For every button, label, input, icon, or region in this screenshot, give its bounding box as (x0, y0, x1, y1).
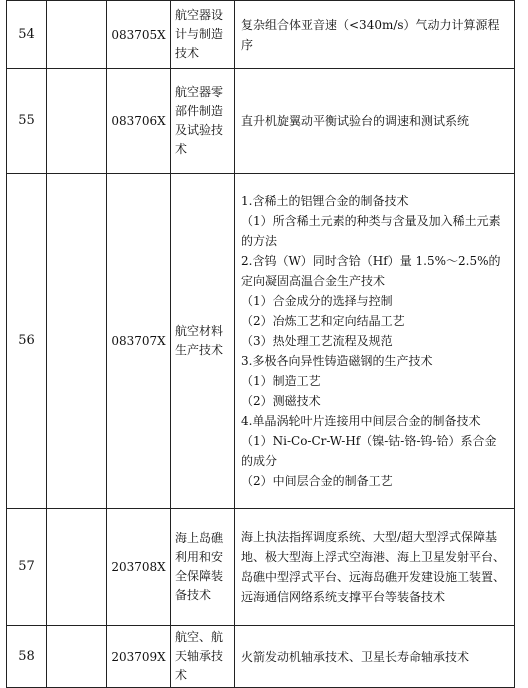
tech-name: 海上岛礁利用和安全保障装备技术 (171, 509, 235, 626)
tech-code: 083706X (107, 69, 171, 174)
tech-content (235, 626, 515, 688)
content-line: 直升机旋翼动平衡试验台的调速和测试系统 (241, 114, 470, 128)
content-line: 4.单晶涡轮叶片连接用中间层合金的制备技术 (241, 414, 481, 428)
blank-cell (47, 69, 107, 174)
table-row (7, 509, 515, 626)
blank-cell (47, 1, 107, 69)
content-line: 复杂组合体亚音速（<340m/s）气动力计算源程序 (241, 17, 500, 52)
table-row (7, 174, 515, 509)
tech-code: 203708X (107, 509, 171, 626)
content-line: 海上执法指挥调度系统、大型/超大型浮式保障基地、极大型海上浮式空海港、海上卫星发射平台、岛礁中型浮式平台、远海岛礁开发建设施工装置、远海通信网络系统支撑平台等装备技术 (241, 530, 506, 604)
tech-name: 航空器设计与制造技术 (171, 1, 235, 69)
row-number: 58 (7, 626, 47, 688)
content-line: （3）热处理工艺流程及规范 (241, 334, 393, 348)
content-line: （1）所含稀土元素的种类与含量及加入稀土元素的方法 (241, 214, 501, 248)
content-line: （1）合金成分的选择与控制 (241, 294, 393, 308)
tech-code: 083705X (107, 1, 171, 69)
tech-content (235, 174, 515, 509)
table-row (7, 626, 515, 688)
tech-content (235, 509, 515, 626)
content-line: （1）制造工艺 (241, 374, 321, 388)
content-line: 2.含钨（W）同时含铪（Hf）量 1.5%～2.5%的定向凝固高温合金生产技术 (241, 254, 501, 288)
content-line: （2）中间层合金的制备工艺 (241, 474, 393, 488)
table-row (7, 1, 515, 69)
tech-code: 083707X (107, 174, 171, 509)
content-line: （2）测磁技术 (241, 394, 321, 408)
content-line: 火箭发动机轴承技术、卫星长寿命轴承技术 (241, 649, 470, 664)
blank-cell (47, 174, 107, 509)
row-number: 55 (7, 69, 47, 174)
table-row (7, 69, 515, 174)
tech-content (235, 69, 515, 174)
content-line: 1.含稀土的铝锂合金的制备技术 (241, 194, 409, 208)
technology-table (6, 0, 515, 688)
tech-name: 航空、航天轴承技术 (171, 626, 235, 688)
tech-name: 航空材料生产技术 (171, 174, 235, 509)
content-line: （1）Ni-Co-Cr-W-Hf（镍-钴-铬-钨-铪）系合金的成分 (241, 434, 497, 468)
blank-cell (47, 626, 107, 688)
row-number: 57 (7, 509, 47, 626)
row-number: 56 (7, 174, 47, 509)
blank-cell (47, 509, 107, 626)
tech-name: 航空器零部件制造及试验技术 (171, 69, 235, 174)
content-line: （2）冶炼工艺和定向结晶工艺 (241, 314, 405, 328)
row-number: 54 (7, 1, 47, 69)
tech-content (235, 1, 515, 69)
tech-code: 203709X (107, 626, 171, 688)
content-line: 3.多极各向异性铸造磁钢的生产技术 (241, 354, 433, 368)
